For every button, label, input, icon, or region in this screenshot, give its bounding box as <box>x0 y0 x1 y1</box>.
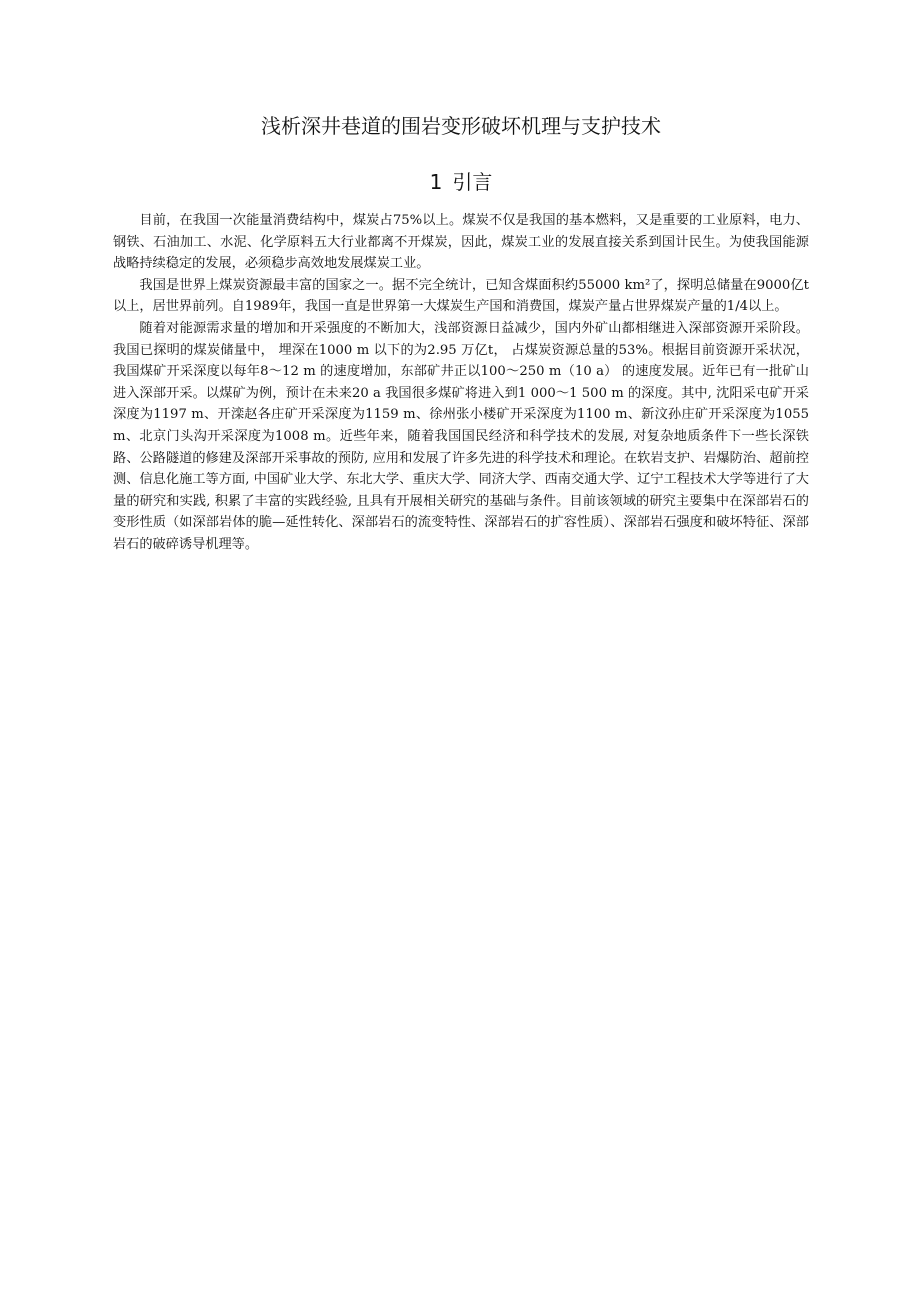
section-heading <box>113 168 809 196</box>
document-title: 浅析深井巷道的围岩变形破坏机理与支护技术 <box>261 114 661 138</box>
paragraph-coal-consumption: 目前，在我国一次能量消费结构中，煤炭占75%以上。煤炭不仅是我国的基本燃料，又是重要的工业原料，电力、钢铁、石油加工、水泥、化学原料五大行业都离不开煤炭，因此，煤炭工业的发展直接关系到国计民生。为使我国能源战略持续稳定的发展，必须稳步高效地发展煤炭工业。 <box>113 213 809 272</box>
section-title: 引言 <box>452 170 493 194</box>
paragraph-coal-resources: 我国是世界上煤炭资源最丰富的国家之一。据不完全统计，已知含煤面积约55000 km²了，探明总储量在9000亿t以上，居世界前列。自1989年，我国一直是世界第一大煤炭生产国和消费国，煤炭产量占世界煤炭产量的1/4以上。 <box>113 277 809 315</box>
document-page <box>113 0 809 556</box>
paragraph-deep-mining: 随着对能源需求量的增加和开采强度的不断加大，浅部资源日益减少，国内外矿山都相继进入深部资源开采阶段。我国已探明的煤炭储量中， 埋深在1000 m 以下的为2.95 万亿t， 占煤炭资源总量的53%。根据目前资源开采状况，我国煤矿开采深度以每年8～12 m 的速度增加，东部矿井正以100～250 m（10 a） 的速度发展。近年已有一批矿山进入深部开采。以煤矿为例，预计在未来20 a 我国很多煤矿将进入到1 000～1 500 m 的深度。其中, 沈阳采屯矿开采深度为1197 m、开滦赵各庄矿开采深度为1159 m、徐州张小楼矿开采深度为1100 m、新汶孙庄矿开采深度为1055 m、北京门头沟开采深度为1008 m。近些年来，随着我国国民经济和科学技术的发展, 对复杂地质条件下一些长深铁路、公路隧道的修建及深部开采事故的预防, 应用和发展了许多先进的科学技术和理论。在软岩支护、岩爆防治、超前控测、信息化施工等方面, 中国矿业大学、东北大学、重庆大学、同济大学、西南交通大学、辽宁工程技术大学等进行了大量的研究和实践, 积累了丰富的实践经验, 且具有开展相关研究的基础与条件。目前该领域的研究主要集中在深部岩石的变形性质（如深部岩体的脆—延性转化、深部岩石的流变特性、深部岩石的扩容性质）、深部岩石强度和破坏特征、深部岩石的破碎诱导机理等。 <box>113 320 809 552</box>
section-number: 1 <box>429 170 443 194</box>
